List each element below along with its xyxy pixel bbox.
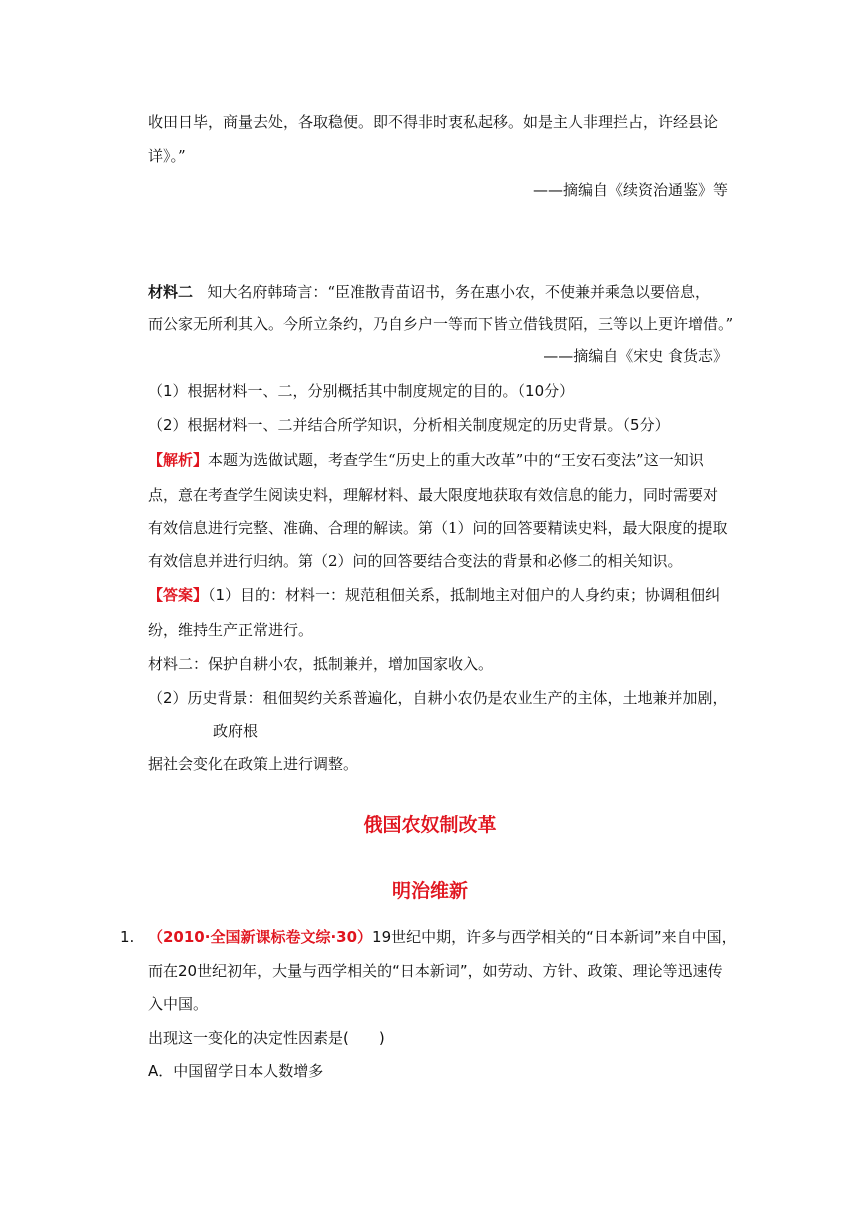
material2-line2: 而公家无所利其入。今所立条约，乃自乡户一等而下皆立借钱贯陌，三等以上更许增借。” bbox=[148, 315, 734, 333]
answer-line2: 纷，维持生产正常进行。 bbox=[148, 621, 314, 639]
answer-line3: 材料二：保护自耕小农，抵制兼并，增加国家收入。 bbox=[148, 655, 494, 673]
question1-source: （2010·全国新课标卷文综·30） bbox=[148, 928, 373, 946]
analysis-tag: 【解析】 bbox=[148, 451, 209, 469]
analysis-line1 bbox=[148, 450, 704, 470]
answer-line1 bbox=[148, 585, 720, 605]
material1-line1: 收田日毕，商量去处，各取稳便。即不得非时衷私起移。如是主人非理拦占，许经县论 bbox=[148, 113, 719, 131]
answer-tag: 【答案】 bbox=[148, 586, 209, 604]
answer-line4: （2）历史背景：租佃契约关系普遍化，自耕小农仍是农业生产的主体，土地兼并加剧， bbox=[148, 689, 728, 707]
material2-label: 材料二 bbox=[148, 283, 194, 301]
question1-line1 bbox=[148, 927, 737, 947]
question1-option-a: A．中国留学日本人数增多 bbox=[148, 1062, 324, 1080]
material2-source: ——摘编自《宋史 食货志》 bbox=[543, 347, 728, 365]
heading-russian-reform: 俄国农奴制改革 bbox=[363, 814, 497, 836]
question-1: （1）根据材料一、二，分别概括其中制度规定的目的。（10分） bbox=[148, 382, 575, 400]
question1-number: 1. bbox=[120, 928, 135, 946]
material2-line1 bbox=[148, 282, 710, 302]
question1-line3: 入中国。 bbox=[148, 995, 209, 1013]
material2-text: 知大名府韩琦言：“臣准散青苗诏书，务在惠小农，不使兼并乘急以要倍息， bbox=[207, 283, 711, 301]
analysis-line2: 点，意在考查学生阅读史料，理解材料、最大限度地获取有效信息的能力，同时需要对 bbox=[148, 486, 719, 504]
answer-text: （1）目的：材料一：规范租佃关系，抵制地主对佃户的人身约束；协调租佃纠 bbox=[208, 586, 721, 604]
analysis-line3: 有效信息进行完整、准确、合理的解读。第（1）问的回答要精读史料，最大限度的提取 bbox=[148, 519, 728, 537]
question1-prompt: 出现这一变化的决定性因素是( ) bbox=[148, 1029, 385, 1047]
question1-line2: 而在20世纪初年，大量与西学相关的“日本新词”，如劳动、方针、政策、理论等迅速传 bbox=[148, 962, 723, 980]
question-2: （2）根据材料一、二并结合所学知识，分析相关制度规定的历史背景。（5分） bbox=[148, 416, 670, 434]
analysis-line4: 有效信息并进行归纳。第（2）问的回答要结合变法的背景和必修二的相关知识。 bbox=[148, 552, 683, 570]
material1-line2: 详》。” bbox=[148, 147, 186, 165]
heading-meiji-restoration: 明治维新 bbox=[391, 880, 468, 902]
analysis-text: 本题为选做试题，考查学生“历史上的重大改革”中的“王安石变法”这一知识 bbox=[208, 451, 704, 469]
material1-source: ——摘编自《续资治通鉴》等 bbox=[532, 181, 728, 199]
answer-line5: 政府根 bbox=[213, 722, 259, 740]
answer-line6: 据社会变化在政策上进行调整。 bbox=[148, 755, 359, 773]
question1-text: 19世纪中期，许多与西学相关的“日本新词”来自中国， bbox=[372, 928, 737, 946]
